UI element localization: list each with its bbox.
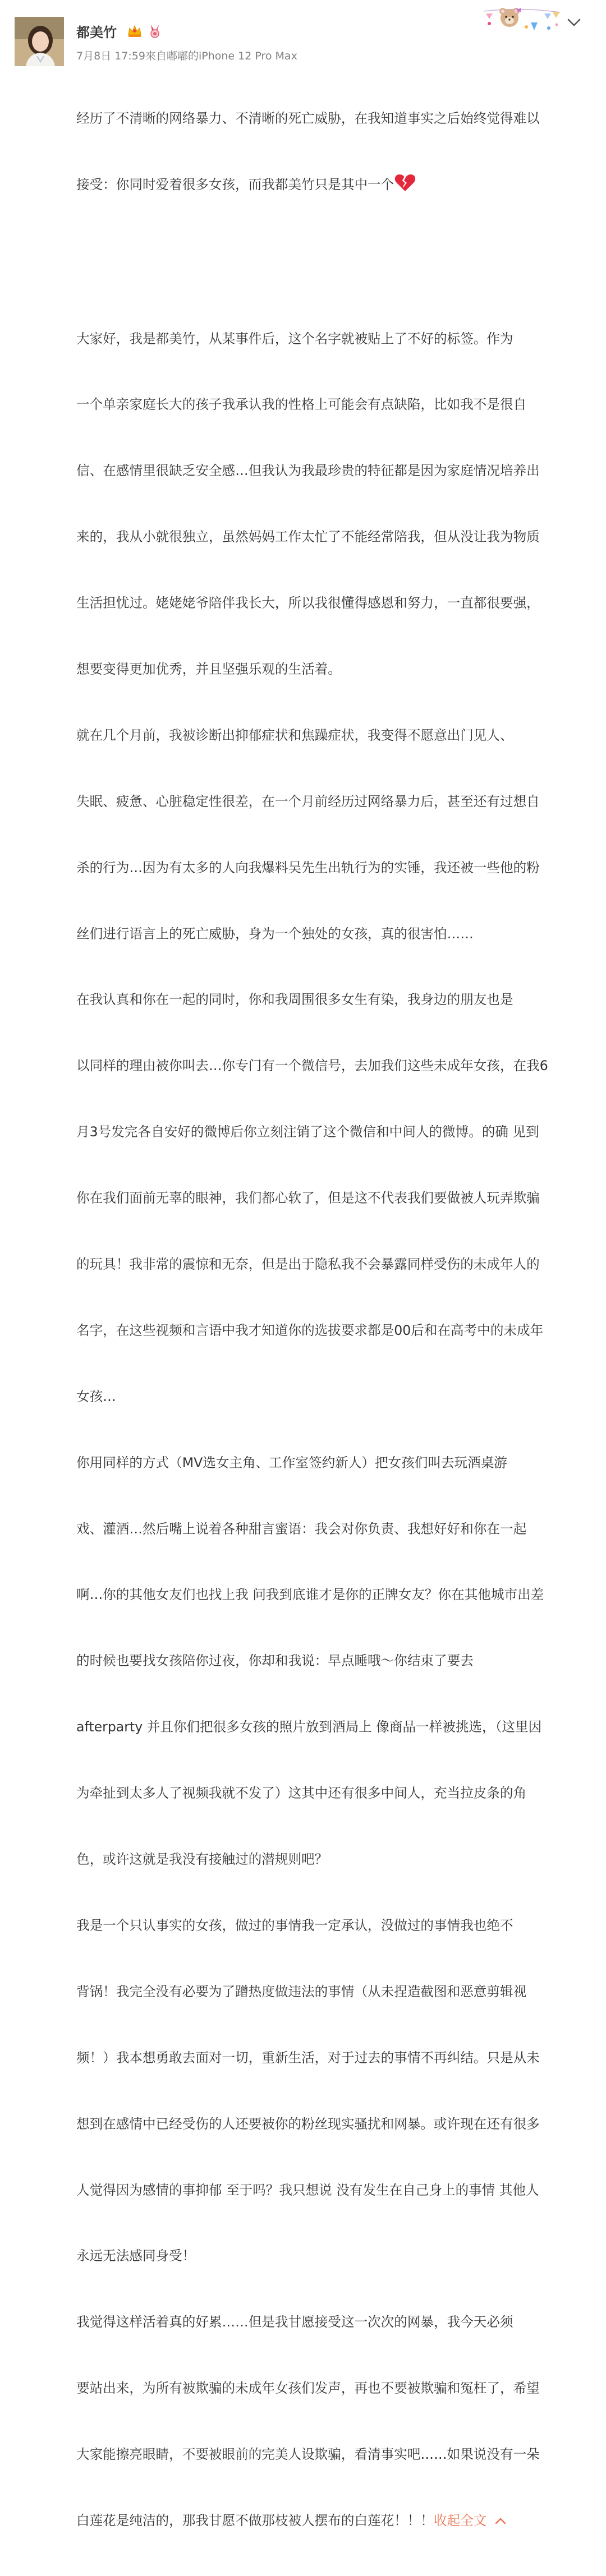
content-line: 背锅！我完全没有必要为了蹭热度做违法的事情（从未捏造截图和恶意剪辑视 [76,1983,527,1999]
content-line: 为牵扯到太多人了视频我就不发了）这其中还有很多中间人，充当拉皮条的角 [76,1785,527,1801]
broken-heart-icon [394,173,416,192]
collapse-full-text-link[interactable] [434,2513,507,2528]
user-badges [126,22,163,39]
bear-garland-decoration-icon [483,6,561,39]
chevron-down-icon[interactable] [566,16,582,29]
content-line: 丝们进行语言上的死亡威胁，身为一个独处的女孩，真的很害怕…… [76,925,474,942]
content-line: 大家好，我是都美竹，从某事件后，这个名字就被贴上了不好的标签。作为 [76,330,513,347]
content-line: 我觉得这样活着真的好累……但是我甘愿接受这一次次的网暴，我今天必须 [76,2314,513,2330]
content-line: 要站出来，为所有被欺骗的未成年女孩们发声，再也不要被欺骗和冤枉了，希望 [76,2380,540,2397]
intro-line: 经历了不清晰的网络暴力、不清晰的死亡威胁，在我知道事实之后始终觉得难以 [76,110,540,126]
content-line: 生活担忧过。姥姥姥爷陪伴我长大，所以我很懂得感恩和努力，一直都很要强， [76,595,540,611]
content-line: 想到在感情中已经受伤的人还要被你的粉丝现实骚扰和网暴。或许现在还有很多 [76,2116,540,2132]
avatar[interactable] [15,17,64,66]
medal-badge-icon[interactable] [146,22,163,39]
content-line: 色，或许这就是我没有接触过的潜规则吧？ [76,1851,328,1868]
post-meta[interactable]: 7月8日 17:59來自嘟嘟的iPhone 12 Pro Max [76,50,297,62]
username[interactable]: 都美竹 [76,25,117,40]
content-line: 人觉得因为感情的事抑郁 至于吗？我只想说 没有发生在自己身上的事情 其他人 [76,2182,539,2198]
content-line: 你用同样的方式（MV选女主角、工作室签约新人）把女孩们叫去玩酒桌游 [76,1454,507,1471]
content-line: 月3号发完各自安好的微博后你立刻注销了这个微信和中间人的微博。的确 见到 [76,1124,539,1140]
post-content [76,63,581,2576]
content-line: 就在几个月前，我被诊断出抑郁症状和焦躁症状，我变得不愿意出门见人、 [76,727,513,743]
content-line: 女孩… [76,1388,116,1404]
content-line [76,2510,581,2532]
content-line: 想要变得更加优秀，并且坚强乐观的生活着。 [76,661,341,678]
intro-line [76,173,581,195]
crown-badge-icon[interactable] [126,22,143,39]
content-line: 啊…你的其他女友们也找上我 问我到底谁才是你的正牌女友？你在其他城市出差 [76,1587,544,1603]
content-line: 你在我们面前无辜的眼神，我们都心软了，但是这不代表我们要做被人玩弄欺骗 [76,1190,540,1206]
content-line: 的时候也要找女孩陪你过夜，你却和我说：早点睡哦～你结束了要去 [76,1653,474,1669]
content-line: 以同样的理由被你叫去…你专门有一个微信号，去加我们这些未成年女孩，在我6 [76,1058,548,1074]
content-line: 永远无法感同身受！ [76,2248,196,2264]
content-line-text: 白莲花是纯洁的，那我甘愿不做那枝被人摆布的白莲花！！！ [76,2512,434,2528]
content-line: 大家能擦亮眼睛，不要被眼前的完美人设欺骗，看清事实吧……如果说没有一朵 [76,2446,540,2463]
content-line: 失眠、疲惫、心脏稳定性很差，在一个月前经历过网络暴力后，甚至还有过想自 [76,793,540,809]
content-line: 的玩具！我非常的震惊和无奈，但是出于隐私我不会暴露同样受伤的未成年人的 [76,1256,540,1273]
chevron-up-icon[interactable] [494,2516,507,2525]
content-line: 我是一个只认事实的女孩，做过的事情我一定承认，没做过的事情我也绝不 [76,1917,513,1933]
content-line: 来的，我从小就很独立，虽然妈妈工作太忙了不能经常陪我，但从没让我为物质 [76,529,540,545]
avatar-photo-icon [15,17,64,66]
content-line: afterparty 并且你们把很多女孩的照片放到酒局上 像商品一样被挑选，（这里因 [76,1719,542,1735]
paragraph-gap [76,239,581,261]
content-line: 名字，在这些视频和言语中我才知道你的选拔要求都是00后和在高考中的未成年 [76,1322,544,1338]
intro-line-text: 接受：你同时爱着很多女孩，而我都美竹只是其中一个 [76,177,394,193]
collapse-label[interactable]: 收起全文 [434,2512,487,2528]
content-line: 频！）我本想勇敢去面对一切，重新生活，对于过去的事情不再纠结。只是从未 [76,2049,540,2066]
content-line: 在我认真和你在一起的同时，你和我周围很多女生有染，我身边的朋友也是 [76,992,513,1008]
content-line: 戏、灌酒…然后嘴上说着各种甜言蜜语：我会对你负责、我想好好和你在一起 [76,1520,527,1537]
content-line: 信、在感情里很缺乏安全感…但我认为我最珍贵的特征都是因为家庭情况培养出 [76,463,540,479]
content-line: 杀的行为…因为有太多的人向我爆料吴先生出轨行为的实锤，我还被一些他的粉 [76,859,540,875]
content-line: 一个单亲家庭长大的孩子我承认我的性格上可能会有点缺陷，比如我不是很自 [76,397,527,413]
